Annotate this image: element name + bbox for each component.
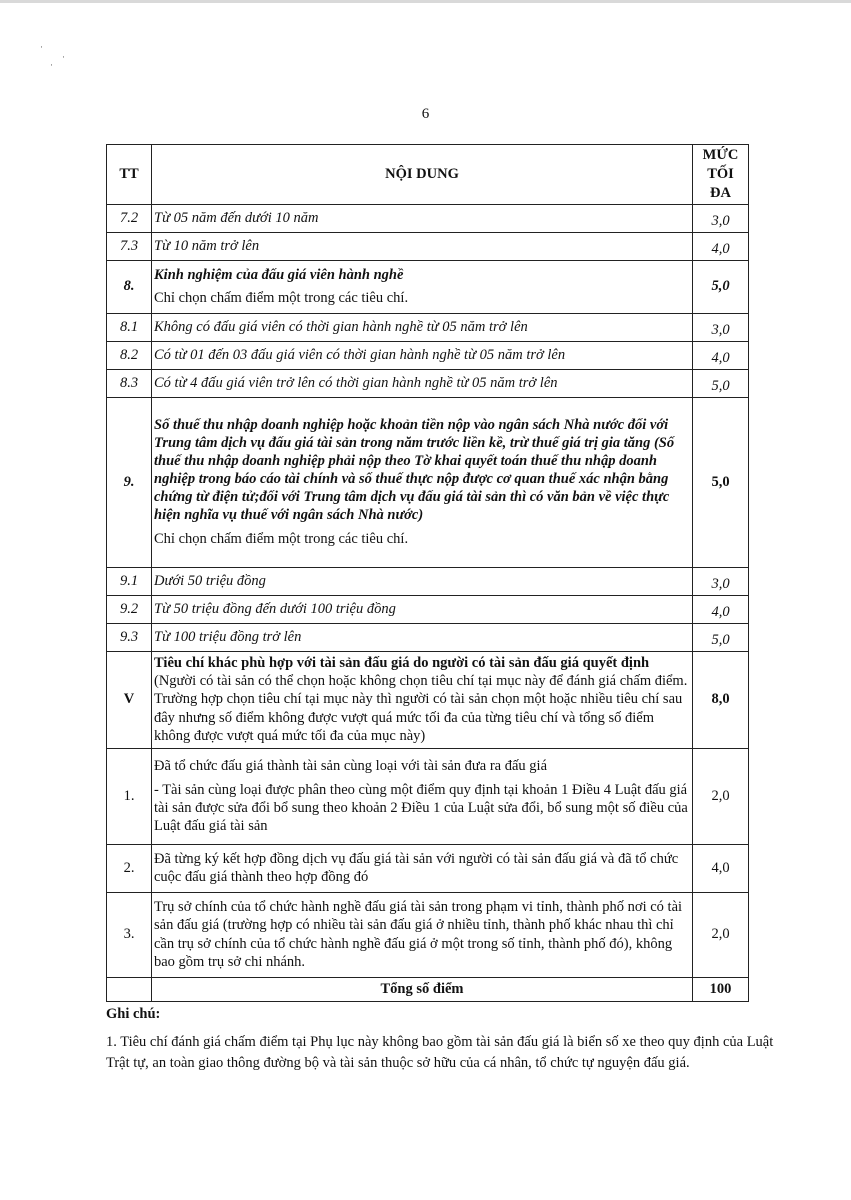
total-label: Tổng số điểm bbox=[152, 977, 693, 1001]
row-max: 8,0 bbox=[693, 651, 749, 748]
table-row bbox=[107, 748, 749, 844]
row-max: 5,0 bbox=[693, 260, 749, 313]
table-row bbox=[107, 892, 749, 977]
row-max: 2,0 bbox=[693, 892, 749, 977]
row-tt: 8.3 bbox=[107, 369, 152, 397]
row-content: Có từ 4 đấu giá viên trở lên có thời gian hành nghề từ 05 năm trở lên bbox=[152, 369, 693, 397]
criterion-instruction: Chỉ chọn chấm điểm một trong các tiêu chí. bbox=[154, 531, 409, 548]
row-content: Trụ sở chính của tổ chức hành nghề đấu giá tài sản trong phạm vi tỉnh, thành phố nơi có tài sản đấu giá (trường hợp có nhiều tài sản đấu giá ở nhiều tỉnh, thành phố khác nhau thì chỉ cần trụ sở chính của tổ chức hành nghề đấu giá ở một trong số tỉnh, thành phố đó), không bao gồm trụ sở chi nhánh. bbox=[152, 892, 693, 977]
table-row bbox=[107, 623, 749, 651]
criterion-title: Tiêu chí khác phù hợp với tài sản đấu giá do người có tài sản đấu giá quyết định bbox=[154, 655, 650, 672]
row-tt: 8. bbox=[107, 260, 152, 313]
row-tt: 9.1 bbox=[107, 567, 152, 595]
table-row bbox=[107, 232, 749, 260]
row-max: 3,0 bbox=[693, 313, 749, 341]
criteria-table bbox=[106, 144, 749, 1002]
criterion-instruction: (Người có tài sản có thể chọn hoặc không chọn tiêu chí tại mục này để đánh giá chấm điểm. Trường hợp chọn tiêu chí tại mục này thì người có tài sản chọn một hoặc nhiều tiêu chí sau đây nhưng số điểm không được vượt quá mức tối đa của từng tiêu chí và tổng số điểm không được vượt quá mức tối đa của mục này) bbox=[154, 673, 688, 744]
header-tt: TT bbox=[107, 145, 152, 205]
row-max: 4,0 bbox=[693, 844, 749, 892]
table-row bbox=[107, 204, 749, 232]
table-row bbox=[107, 595, 749, 623]
row-content bbox=[152, 651, 693, 748]
header-max: MỨC TỐI ĐA bbox=[693, 145, 749, 205]
row-content: Từ 50 triệu đồng đến dưới 100 triệu đồng bbox=[152, 595, 693, 623]
row-content: Dưới 50 triệu đồng bbox=[152, 567, 693, 595]
row-tt: V bbox=[107, 651, 152, 748]
scan-speck: · bbox=[40, 42, 43, 52]
scan-top-edge bbox=[0, 0, 851, 3]
row-content: Từ 100 triệu đồng trở lên bbox=[152, 623, 693, 651]
row-content: Từ 10 năm trở lên bbox=[152, 232, 693, 260]
row-max: 5,0 bbox=[693, 623, 749, 651]
table-header-row bbox=[107, 145, 749, 205]
criterion-note: - Tài sản cùng loại được phân theo cùng một điểm quy định tại khoản 1 Điều 4 Luật đấu giá tài sản được sửa đổi bổ sung theo khoản 2 Điều 1 của Luật sửa đổi, bổ sung một số điều của Luật đấu giá tài sản bbox=[154, 781, 688, 835]
total-spacer bbox=[107, 977, 152, 1001]
page-number: 6 bbox=[421, 106, 430, 122]
row-content bbox=[152, 748, 693, 844]
row-tt: 9.3 bbox=[107, 623, 152, 651]
row-content: Từ 05 năm đến dưới 10 năm bbox=[152, 204, 693, 232]
row-max: 3,0 bbox=[693, 567, 749, 595]
table-row bbox=[107, 341, 749, 369]
scan-speck: · bbox=[62, 52, 65, 62]
criterion-title: Kinh nghiệm của đấu giá viên hành nghề bbox=[154, 266, 404, 283]
row-tt: 7.3 bbox=[107, 232, 152, 260]
row-content: Đã từng ký kết hợp đồng dịch vụ đấu giá tài sản với người có tài sản đấu giá và đã tổ chức cuộc đấu giá thành theo hợp đồng đó bbox=[152, 844, 693, 892]
scan-speck: · bbox=[50, 60, 53, 70]
criterion-text: Đã tổ chức đấu giá thành tài sản cùng loại với tài sản đưa ra đấu giá bbox=[154, 757, 548, 774]
notes-heading: Ghi chú: bbox=[106, 1006, 161, 1022]
row-content bbox=[152, 397, 693, 567]
row-tt: 7.2 bbox=[107, 204, 152, 232]
header-content: NỘI DUNG bbox=[152, 145, 693, 205]
row-max: 4,0 bbox=[693, 341, 749, 369]
table-total-row bbox=[107, 977, 749, 1001]
criterion-instruction: Chỉ chọn chấm điểm một trong các tiêu chí. bbox=[154, 290, 409, 307]
table-row bbox=[107, 397, 749, 567]
row-max: 5,0 bbox=[693, 397, 749, 567]
table-row bbox=[107, 567, 749, 595]
table-row bbox=[107, 313, 749, 341]
row-tt: 9. bbox=[107, 397, 152, 567]
row-tt: 3. bbox=[107, 892, 152, 977]
total-max: 100 bbox=[693, 977, 749, 1001]
row-max: 5,0 bbox=[693, 369, 749, 397]
row-max: 4,0 bbox=[693, 595, 749, 623]
table-row bbox=[107, 369, 749, 397]
row-max: 4,0 bbox=[693, 232, 749, 260]
row-tt: 1. bbox=[107, 748, 152, 844]
row-tt: 8.2 bbox=[107, 341, 152, 369]
notes-section bbox=[106, 1004, 776, 1073]
table-row bbox=[107, 651, 749, 748]
row-tt: 9.2 bbox=[107, 595, 152, 623]
note-item: 1. Tiêu chí đánh giá chấm điểm tại Phụ lục này không bao gồm tài sản đấu giá là biển số xe theo quy định của Luật Trật tự, an toàn giao thông đường bộ và tài sản thuộc sở hữu của cá nhân, tổ chức tự nguyện đấu giá. bbox=[106, 1034, 774, 1071]
table-row bbox=[107, 260, 749, 313]
criterion-title: Số thuế thu nhập doanh nghiệp hoặc khoản tiền nộp vào ngân sách Nhà nước đối với Trung tâm dịch vụ đấu giá tài sản trong năm trước liền kề, trừ thuế giá trị gia tăng (Số thuế thu nhập doanh nghiệp phải nộp theo Tờ khai quyết toán thuế thu nhập doanh nghiệp trong báo cáo tài chính và số thuế thực nộp được cơ quan thuế xác nhận bằng chứng từ điện tử;đối với Trung tâm dịch vụ đấu giá tài sản thì có văn bản về việc thực hiện nghĩa vụ thuế với ngân sách Nhà nước) bbox=[154, 416, 675, 524]
row-tt: 8.1 bbox=[107, 313, 152, 341]
row-max: 3,0 bbox=[693, 204, 749, 232]
row-content bbox=[152, 260, 693, 313]
row-content: Không có đấu giá viên có thời gian hành nghề từ 05 năm trở lên bbox=[152, 313, 693, 341]
row-max: 2,0 bbox=[693, 748, 749, 844]
table-row bbox=[107, 844, 749, 892]
row-tt: 2. bbox=[107, 844, 152, 892]
row-content: Có từ 01 đến 03 đấu giá viên có thời gian hành nghề từ 05 năm trở lên bbox=[152, 341, 693, 369]
